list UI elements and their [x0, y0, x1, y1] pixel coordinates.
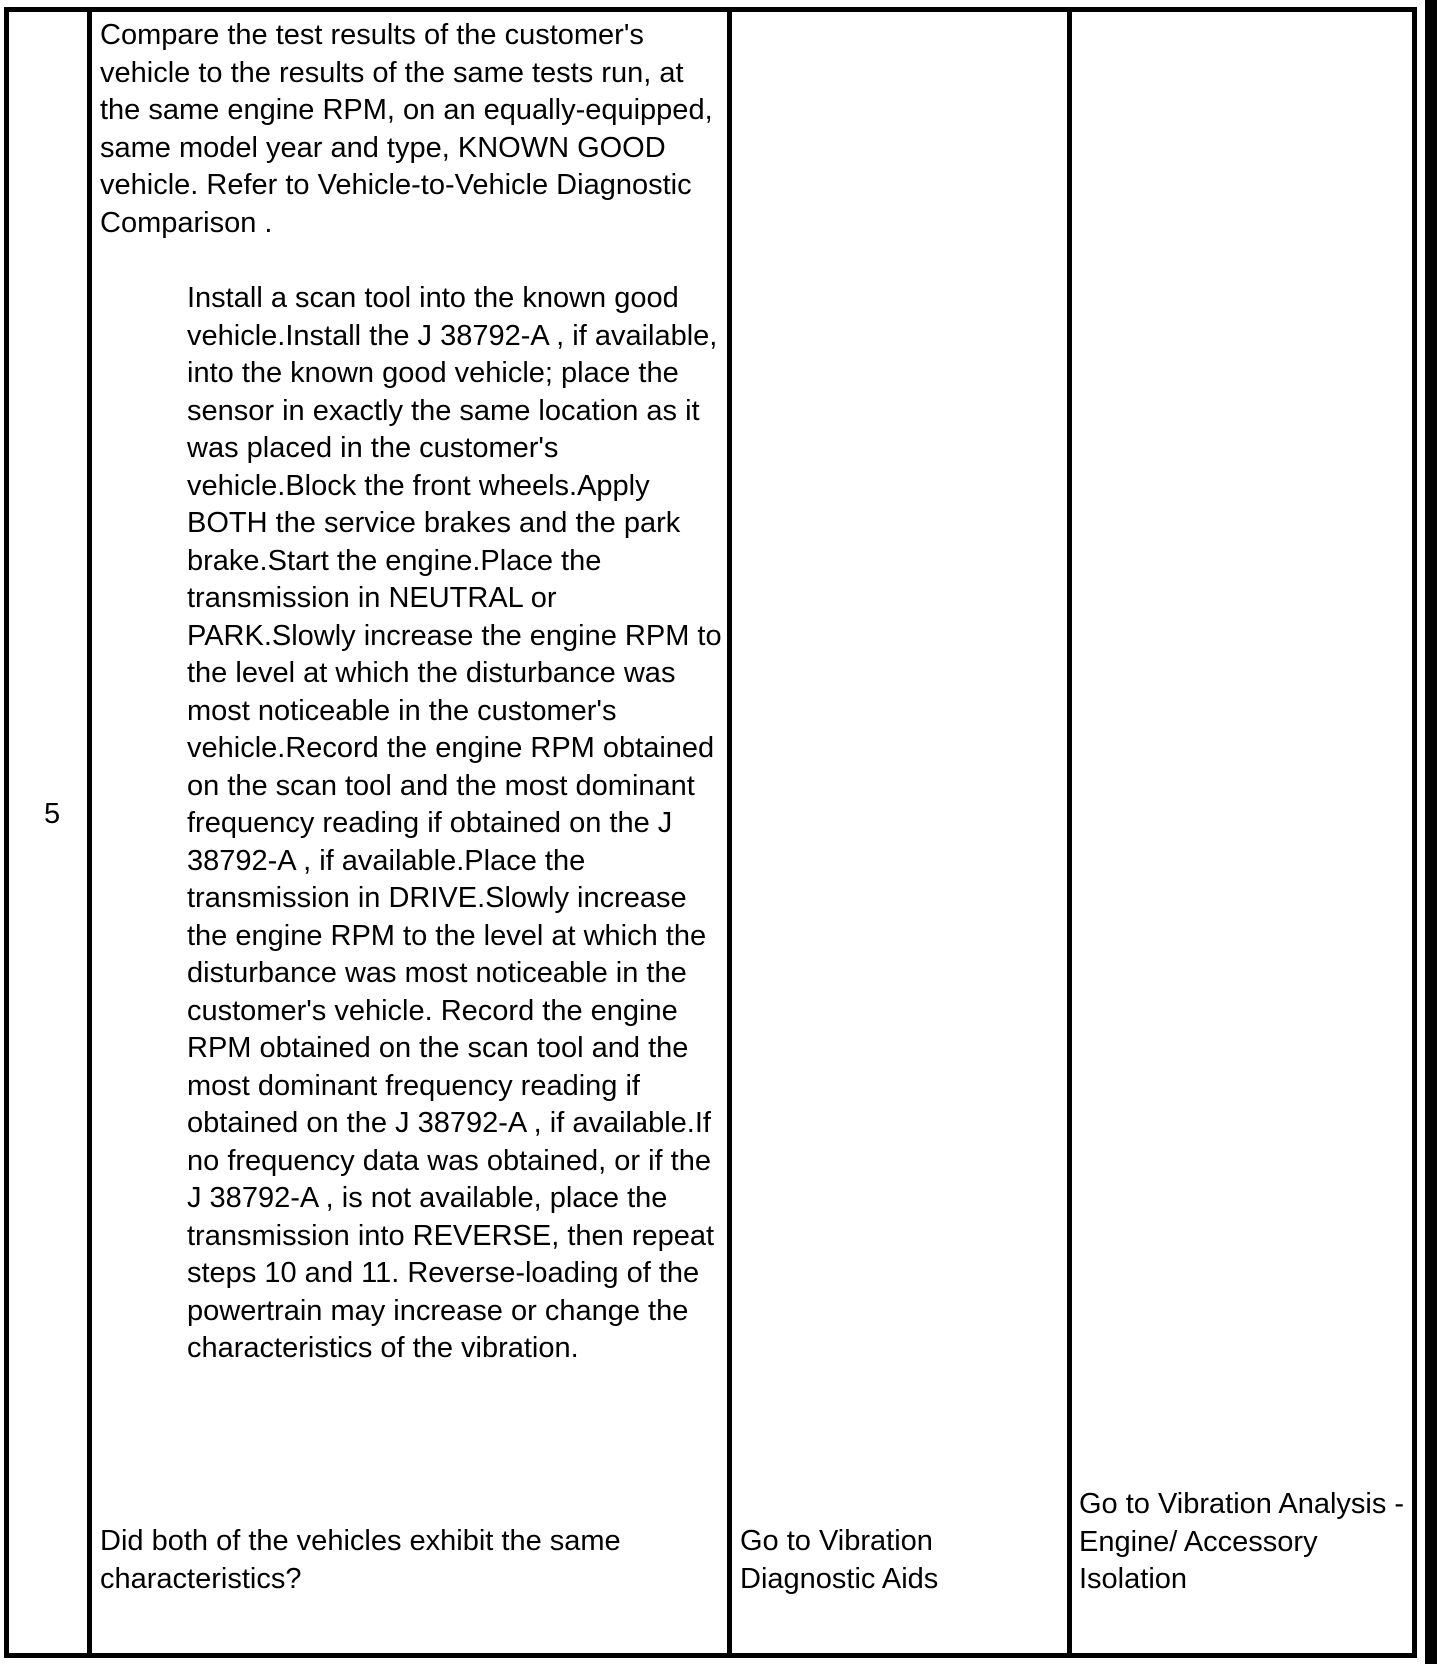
action-procedure-text: Install a scan tool into the known good vehicle.Install the J 38792-A , if available, into the known good vehicle; place the sensor in exactly the same location as it was placed in the customer's vehicle.Block the front wheels.Apply BOTH the service brakes and the park brake.Start the engine.Place the transmission in NEUTRAL or PARK.Slowly increase the engine RPM to the level at which the disturbance was most noticeable in the customer's vehicle.Record the engine RPM obtained on the scan tool and the most dominant frequency reading if obtained on the J 38792-A , if available.Place the transmission in DRIVE.Slowly increase the engine RPM to the level at which the disturbance was most noticeable in the customer's vehicle. Record the engine RPM obtained on the scan tool and the most dominant frequency reading if obtained on the J 38792-A , if available.If no frequency data was obtained, or if the J 38792-A , is not available, place the transmission into REVERSE, then repeat steps 10 and 11. Reverse-loading of the powertrain may increase or change the characteristics of the vibration.	[187, 282, 722, 1364]
diagnostic-table	[4, 7, 1417, 1658]
action-question-text: Did both of the vehicles exhibit the same characteristics?	[100, 1525, 621, 1595]
step-number: 5	[44, 798, 61, 830]
page-top-edge	[0, 0, 1440, 4]
table-row	[7, 10, 1415, 1656]
no-action-text: Go to Vibration Analysis - Engine/ Accessory Isolation	[1079, 1488, 1405, 1595]
yes-action-text: Go to Vibration Diagnostic Aids	[740, 1525, 939, 1595]
action-intro-text: Compare the test results of the customer's vehicle to the results of the same tests run, at the same engine RPM, on an equally-equipped, same model year and type, KNOWN GOOD vehicle. Refer to Vehicle-to-Vehicle Diagnostic Comparison .	[100, 19, 713, 239]
page-edge-bar	[1425, 0, 1437, 1664]
yes-cell	[730, 10, 1070, 1656]
step-cell	[7, 10, 90, 1656]
action-cell	[90, 10, 730, 1656]
no-cell	[1070, 10, 1415, 1656]
